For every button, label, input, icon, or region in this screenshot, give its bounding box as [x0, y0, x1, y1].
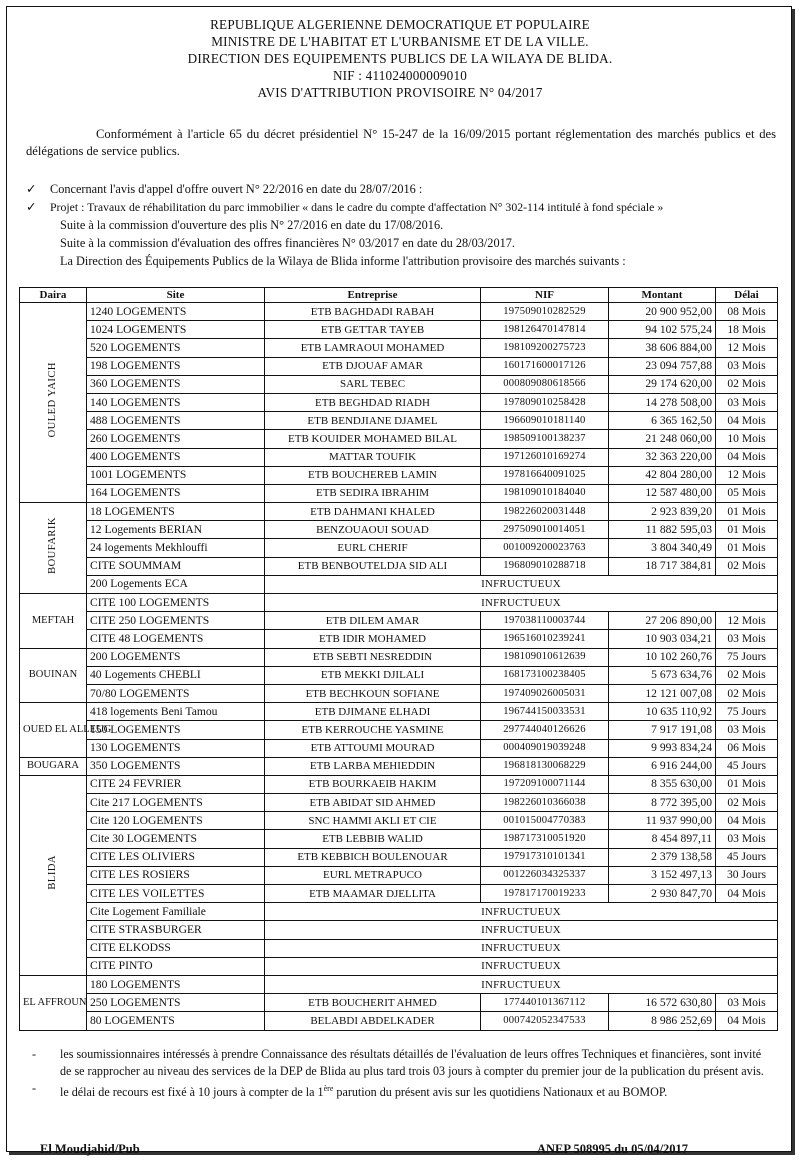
- document-header: [0, 16, 800, 101]
- table-row: [20, 412, 778, 430]
- table-row: [20, 321, 778, 339]
- site-cell: CITE 250 LOGEMENTS: [87, 612, 265, 630]
- daira-label: OUED EL ALLEUG: [23, 723, 112, 735]
- entreprise-cell: ETB DJOUAF AMAR: [265, 357, 481, 375]
- delai-cell: 03 Mois: [716, 393, 778, 411]
- nif-cell: 000809080618566: [481, 375, 609, 393]
- table-row: [20, 557, 778, 575]
- entreprise-cell: ETB KEBBICH BOULENOUAR: [265, 848, 481, 866]
- entreprise-cell: ETB ATTOUMI MOURAD: [265, 739, 481, 757]
- daira-cell: [20, 775, 87, 975]
- site-cell: 80 LOGEMENTS: [87, 1012, 265, 1030]
- montant-cell: 8 355 630,00: [609, 775, 716, 793]
- table-row: [20, 466, 778, 484]
- note-text-start: le délai de recours est fixé à 10 jours à compter de la 1: [60, 1085, 324, 1100]
- table-row: [20, 903, 778, 921]
- delai-cell: 08 Mois: [716, 303, 778, 321]
- entreprise-cell: MATTAR TOUFIK: [265, 448, 481, 466]
- table-row: [20, 521, 778, 539]
- daira-label: BOUGARA: [27, 760, 79, 772]
- site-cell: 250 LOGEMENTS: [87, 994, 265, 1012]
- daira-cell: [20, 503, 87, 594]
- site-cell: 130 LOGEMENTS: [87, 739, 265, 757]
- daira-cell: [20, 303, 87, 503]
- montant-cell: 11 937 990,00: [609, 812, 716, 830]
- entreprise-cell: ETB IDIR MOHAMED: [265, 630, 481, 648]
- nif-cell: 197817170019233: [481, 885, 609, 903]
- site-cell: CITE ELKODSS: [87, 939, 265, 957]
- delai-cell: 04 Mois: [716, 812, 778, 830]
- delai-cell: 01 Mois: [716, 539, 778, 557]
- site-cell: 180 LOGEMENTS: [87, 975, 265, 993]
- nif-cell: 196744150033531: [481, 703, 609, 721]
- table-row: [20, 994, 778, 1012]
- awards-table: [19, 287, 778, 1031]
- context-evaluation-commission: Suite à la commission d'évaluation des offres financières N° 03/2017 en date du 28/03/2017.: [60, 236, 515, 250]
- table-row: [20, 830, 778, 848]
- header-direction: DIRECTION DES EQUIPEMENTS PUBLICS DE LA WILAYA DE BLIDA.: [187, 51, 613, 66]
- montant-cell: 2 379 138,58: [609, 848, 716, 866]
- montant-cell: 32 363 220,00: [609, 448, 716, 466]
- entreprise-cell: SARL TEBEC: [265, 375, 481, 393]
- context-text: Concernant l'avis d'appel d'offre ouvert N° 22/2016 en date du 28/07/2016 :: [50, 182, 423, 196]
- table-row: [20, 303, 778, 321]
- montant-cell: 18 717 384,81: [609, 557, 716, 575]
- context-item-tender: [26, 180, 786, 198]
- table-row: [20, 430, 778, 448]
- site-cell: 520 LOGEMENTS: [87, 339, 265, 357]
- table-row: [20, 393, 778, 411]
- entreprise-cell: ETB KERROUCHE YASMINE: [265, 721, 481, 739]
- nif-cell: 197816640091025: [481, 466, 609, 484]
- nif-cell: 198126470147814: [481, 321, 609, 339]
- montant-cell: 21 248 060,00: [609, 430, 716, 448]
- nif-cell: 001009200023763: [481, 539, 609, 557]
- entreprise-cell: ETB LAMRAOUI MOHAMED: [265, 339, 481, 357]
- site-cell: 200 Logements ECA: [87, 575, 265, 593]
- delai-cell: 45 Jours: [716, 848, 778, 866]
- entreprise-cell: EURL CHERIF: [265, 539, 481, 557]
- montant-cell: 3 152 497,13: [609, 866, 716, 884]
- entreprise-cell: ETB BECHKOUN SOFIANE: [265, 684, 481, 702]
- table-row: [20, 612, 778, 630]
- header-ministry: MINISTRE DE L'HABITAT ET L'URBANISME ET DE LA VILLE.: [211, 34, 589, 49]
- site-cell: 24 logements Mekhlouffi: [87, 539, 265, 557]
- table-row: [20, 539, 778, 557]
- entreprise-cell: BELABDI ABDELKADER: [265, 1012, 481, 1030]
- table-row: [20, 375, 778, 393]
- nif-cell: 197809010258428: [481, 393, 609, 411]
- table-row: [20, 885, 778, 903]
- daira-label: BLIDA: [47, 855, 58, 890]
- delai-cell: 45 Jours: [716, 757, 778, 775]
- context-item-project: [26, 198, 786, 216]
- table-row: [20, 866, 778, 884]
- montant-cell: 23 094 757,88: [609, 357, 716, 375]
- site-cell: 400 LOGEMENTS: [87, 448, 265, 466]
- entreprise-cell: ETB BOURKAEIB HAKIM: [265, 775, 481, 793]
- table-row: [20, 848, 778, 866]
- site-cell: 198 LOGEMENTS: [87, 357, 265, 375]
- site-cell: 418 logements Beni Tamou: [87, 703, 265, 721]
- montant-cell: 5 673 634,76: [609, 666, 716, 684]
- notes-section: [32, 1046, 772, 1101]
- context-text: Projet : Travaux de réhabilitation du parc immobilier « dans le cadre du compte d'affectation N° 302-114 intitulé à fond spéciale »: [50, 200, 664, 214]
- montant-cell: 8 986 252,69: [609, 1012, 716, 1030]
- delai-cell: 02 Mois: [716, 557, 778, 575]
- site-cell: CITE 48 LOGEMENTS: [87, 630, 265, 648]
- site-cell: 70/80 LOGEMENTS: [87, 684, 265, 702]
- daira-label: BOUFARIK: [47, 516, 58, 574]
- entreprise-cell: ETB SEBTI NESREDDIN: [265, 648, 481, 666]
- delai-cell: 02 Mois: [716, 375, 778, 393]
- table-row: [20, 757, 778, 775]
- montant-cell: 10 635 110,92: [609, 703, 716, 721]
- entreprise-cell: ETB DAHMANI KHALED: [265, 503, 481, 521]
- entreprise-cell: ETB GETTAR TAYEB: [265, 321, 481, 339]
- footer-anep-reference: ANEP 508995 du 05/04/2017: [537, 1142, 689, 1156]
- entreprise-cell: ETB MEKKI DJILALI: [265, 666, 481, 684]
- montant-cell: 20 900 952,00: [609, 303, 716, 321]
- table-row: [20, 484, 778, 502]
- table-row: [20, 775, 778, 793]
- daira-label: EL AFFROUN: [23, 996, 87, 1008]
- nif-cell: 197209100071144: [481, 775, 609, 793]
- delai-cell: 12 Mois: [716, 466, 778, 484]
- site-cell: Cite Logement Familiale: [87, 903, 265, 921]
- note-appeal-delay: [32, 1080, 772, 1101]
- site-cell: 1024 LOGEMENTS: [87, 321, 265, 339]
- nif-cell: 297744040126626: [481, 721, 609, 739]
- daira-cell: [20, 594, 87, 649]
- nif-cell: 198509100138237: [481, 430, 609, 448]
- montant-cell: 29 174 620,00: [609, 375, 716, 393]
- nif-cell: 197409026005031: [481, 684, 609, 702]
- daira-cell: [20, 757, 87, 775]
- entreprise-cell: ETB BAGHDADI RABAH: [265, 303, 481, 321]
- nif-cell: 177440101367112: [481, 994, 609, 1012]
- table-row: [20, 921, 778, 939]
- table-row: [20, 684, 778, 702]
- montant-cell: 14 278 508,00: [609, 393, 716, 411]
- column-header-montant: Montant: [609, 288, 716, 303]
- site-cell: 140 LOGEMENTS: [87, 393, 265, 411]
- daira-label: MEFTAH: [31, 614, 75, 626]
- delai-cell: 75 Jours: [716, 703, 778, 721]
- entreprise-cell: SNC HAMMI AKLI ET CIE: [265, 812, 481, 830]
- note-superscript: ère: [323, 1084, 334, 1093]
- nif-cell: 000409019039248: [481, 739, 609, 757]
- nif-cell: 168173100238405: [481, 666, 609, 684]
- montant-cell: 2 930 847,70: [609, 885, 716, 903]
- delai-cell: 04 Mois: [716, 1012, 778, 1030]
- column-header-entreprise: Entreprise: [265, 288, 481, 303]
- site-cell: 18 LOGEMENTS: [87, 503, 265, 521]
- table-row: [20, 1012, 778, 1030]
- nif-cell: 196516010239241: [481, 630, 609, 648]
- daira-label: OULED YAICH: [47, 361, 58, 438]
- nif-cell: 001226034325337: [481, 866, 609, 884]
- entreprise-cell: ETB KOUIDER MOHAMED BILAL: [265, 430, 481, 448]
- nif-cell: 197509010282529: [481, 303, 609, 321]
- delai-cell: 03 Mois: [716, 630, 778, 648]
- daira-cell: [20, 975, 87, 1030]
- site-cell: 150 LOGEMENTS: [87, 721, 265, 739]
- entreprise-cell: ETB BENBOUTELDJA SID ALI: [265, 557, 481, 575]
- delai-cell: 03 Mois: [716, 721, 778, 739]
- daira-label: BOUINAN: [28, 669, 78, 681]
- entreprise-cell: ETB BOUCHEREB LAMIN: [265, 466, 481, 484]
- delai-cell: 01 Mois: [716, 503, 778, 521]
- delai-cell: 12 Mois: [716, 612, 778, 630]
- column-header-daira: Daira: [20, 288, 87, 303]
- table-row: [20, 957, 778, 975]
- site-cell: CITE LES ROSIERS: [87, 866, 265, 884]
- site-cell: 164 LOGEMENTS: [87, 484, 265, 502]
- site-cell: CITE SOUMMAM: [87, 557, 265, 575]
- table-row: [20, 794, 778, 812]
- column-header-site: Site: [87, 288, 265, 303]
- montant-cell: 2 923 839,20: [609, 503, 716, 521]
- delai-cell: 06 Mois: [716, 739, 778, 757]
- column-header-delai: Délai: [716, 288, 778, 303]
- header-nif: NIF : 411024000009010: [332, 68, 468, 83]
- delai-cell: 03 Mois: [716, 830, 778, 848]
- delai-cell: 10 Mois: [716, 430, 778, 448]
- entreprise-cell: ETB ABIDAT SID AHMED: [265, 794, 481, 812]
- montant-cell: 9 993 834,24: [609, 739, 716, 757]
- table-row: [20, 575, 778, 593]
- infructueux-cell: INFRUCTUEUX: [265, 921, 778, 939]
- site-cell: 12 Logements BERIAN: [87, 521, 265, 539]
- daira-cell: [20, 648, 87, 703]
- site-cell: 200 LOGEMENTS: [87, 648, 265, 666]
- nif-cell: 160171600017126: [481, 357, 609, 375]
- montant-cell: 8 454 897,11: [609, 830, 716, 848]
- awards-table-body: [20, 303, 778, 1031]
- montant-cell: 27 206 890,00: [609, 612, 716, 630]
- montant-cell: 10 102 260,76: [609, 648, 716, 666]
- nif-cell: 001015004770383: [481, 812, 609, 830]
- nif-cell: 198226010366038: [481, 794, 609, 812]
- table-row: [20, 812, 778, 830]
- montant-cell: 12 121 007,08: [609, 684, 716, 702]
- table-row: [20, 939, 778, 957]
- montant-cell: 6 365 162,50: [609, 412, 716, 430]
- entreprise-cell: ETB SEDIRA IBRAHIM: [265, 484, 481, 502]
- delai-cell: 02 Mois: [716, 684, 778, 702]
- daira-cell: [20, 703, 112, 758]
- delai-cell: 02 Mois: [716, 666, 778, 684]
- nif-cell: 297509010014051: [481, 521, 609, 539]
- entreprise-cell: ETB BENDJIANE DJAMEL: [265, 412, 481, 430]
- montant-cell: 8 772 395,00: [609, 794, 716, 812]
- entreprise-cell: ETB DJIMANE ELHADI: [265, 703, 481, 721]
- entreprise-cell: ETB LEBBIB WALID: [265, 830, 481, 848]
- infructueux-cell: INFRUCTUEUX: [265, 575, 778, 593]
- header-republic: REPUBLIQUE ALGERIENNE DEMOCRATIQUE ET POPULAIRE: [210, 17, 590, 32]
- column-header-nif: NIF: [481, 288, 609, 303]
- nif-cell: 198226020031448: [481, 503, 609, 521]
- site-cell: Cite 120 LOGEMENTS: [87, 812, 265, 830]
- table-row: [20, 503, 778, 521]
- delai-cell: 01 Mois: [716, 775, 778, 793]
- table-row: [20, 339, 778, 357]
- montant-cell: 94 102 575,24: [609, 321, 716, 339]
- nif-cell: 196818130068229: [481, 757, 609, 775]
- site-cell: CITE 100 LOGEMENTS: [87, 594, 265, 612]
- note-text: les soumissionnaires intéressés à prendre Connaissance des résultats détaillés de l'évaluation de leurs offres Techniques et financières, sont invité de se rapprocher au niveau des services de la DEP de Blida au plus tard trois 03 jours à compter du premier jour de la publication du présent avis.: [60, 1047, 764, 1078]
- delai-cell: 30 Jours: [716, 866, 778, 884]
- nif-cell: 000742052347533: [481, 1012, 609, 1030]
- infructueux-cell: INFRUCTUEUX: [265, 594, 778, 612]
- site-cell: CITE PINTO: [87, 957, 265, 975]
- entreprise-cell: ETB DILEM AMAR: [265, 612, 481, 630]
- delai-cell: 04 Mois: [716, 412, 778, 430]
- nif-cell: 198717310051920: [481, 830, 609, 848]
- site-cell: 1001 LOGEMENTS: [87, 466, 265, 484]
- delai-cell: 12 Mois: [716, 339, 778, 357]
- footer-publication: El Moudjahid/Pub: [40, 1142, 140, 1156]
- delai-cell: 05 Mois: [716, 484, 778, 502]
- infructueux-cell: INFRUCTUEUX: [265, 975, 778, 993]
- context-list: [26, 180, 786, 270]
- site-cell: CITE 24 FEVRIER: [87, 775, 265, 793]
- delai-cell: 02 Mois: [716, 794, 778, 812]
- context-announcement: La Direction des Équipements Publics de la Wilaya de Blida informe l'attribution provisoire des marchés suivants :: [60, 254, 626, 268]
- nif-cell: 198109010612639: [481, 648, 609, 666]
- site-cell: 1240 LOGEMENTS: [87, 303, 265, 321]
- entreprise-cell: BENZOUAOUI SOUAD: [265, 521, 481, 539]
- checkmark-icon: ✓: [26, 200, 37, 214]
- dash-marker: -: [32, 1047, 37, 1061]
- montant-cell: 16 572 630,80: [609, 994, 716, 1012]
- infructueux-cell: INFRUCTUEUX: [265, 957, 778, 975]
- delai-cell: 04 Mois: [716, 885, 778, 903]
- table-row: [20, 648, 778, 666]
- site-cell: 40 Logements CHEBLI: [87, 666, 265, 684]
- montant-cell: 3 804 340,49: [609, 539, 716, 557]
- delai-cell: 04 Mois: [716, 448, 778, 466]
- site-cell: 360 LOGEMENTS: [87, 375, 265, 393]
- table-row: [20, 630, 778, 648]
- checkmark-icon: ✓: [26, 182, 37, 196]
- site-cell: 488 LOGEMENTS: [87, 412, 265, 430]
- entreprise-cell: ETB BEGHDAD RIADH: [265, 393, 481, 411]
- table-row: [20, 666, 778, 684]
- montant-cell: 10 903 034,21: [609, 630, 716, 648]
- table-row: [20, 594, 778, 612]
- montant-cell: 38 606 884,00: [609, 339, 716, 357]
- table-row: [20, 739, 778, 757]
- context-opening-commission: Suite à la commission d'ouverture des plis N° 27/2016 en date du 17/08/2016.: [60, 218, 444, 232]
- nif-cell: 197126010169274: [481, 448, 609, 466]
- nif-cell: 198109200275723: [481, 339, 609, 357]
- nif-cell: 196809010288718: [481, 557, 609, 575]
- delai-cell: 18 Mois: [716, 321, 778, 339]
- intro-paragraph: Conformément à l'article 65 du décret présidentiel N° 15-247 de la 16/09/2015 portant réglementation des marchés publics et des délégations de service publics.: [26, 127, 776, 158]
- note-consultation: [32, 1046, 772, 1080]
- site-cell: Cite 30 LOGEMENTS: [87, 830, 265, 848]
- nif-cell: 197917310101341: [481, 848, 609, 866]
- montant-cell: 11 882 595,03: [609, 521, 716, 539]
- site-cell: 350 LOGEMENTS: [87, 757, 265, 775]
- table-row: [20, 721, 778, 739]
- nif-cell: 197038110003744: [481, 612, 609, 630]
- table-header-row: [20, 288, 778, 303]
- infructueux-cell: INFRUCTUEUX: [265, 939, 778, 957]
- notice-title: AVIS D'ATTRIBUTION PROVISOIRE N° 04/2017: [257, 85, 543, 100]
- montant-cell: 12 587 480,00: [609, 484, 716, 502]
- entreprise-cell: ETB BOUCHERIT AHMED: [265, 994, 481, 1012]
- site-cell: CITE LES OLIVIERS: [87, 848, 265, 866]
- site-cell: 260 LOGEMENTS: [87, 430, 265, 448]
- delai-cell: 03 Mois: [716, 994, 778, 1012]
- entreprise-cell: EURL METRAPUCO: [265, 866, 481, 884]
- site-cell: CITE LES VOILETTES: [87, 885, 265, 903]
- table-row: [20, 975, 778, 993]
- note-text-end: parution du présent avis sur les quotidiens Nationaux et au BOMOP.: [333, 1085, 668, 1100]
- nif-cell: 198109010184040: [481, 484, 609, 502]
- infructueux-cell: INFRUCTUEUX: [265, 903, 778, 921]
- montant-cell: 42 804 280,00: [609, 466, 716, 484]
- delai-cell: 03 Mois: [716, 357, 778, 375]
- entreprise-cell: ETB LARBA MEHIEDDIN: [265, 757, 481, 775]
- nif-cell: 196609010181140: [481, 412, 609, 430]
- montant-cell: 7 917 191,08: [609, 721, 716, 739]
- table-row: [20, 448, 778, 466]
- site-cell: Cite 217 LOGEMENTS: [87, 794, 265, 812]
- site-cell: CITE STRASBURGER: [87, 921, 265, 939]
- delai-cell: 75 Jours: [716, 648, 778, 666]
- table-row: [20, 357, 778, 375]
- delai-cell: 01 Mois: [716, 521, 778, 539]
- table-row: [20, 703, 778, 721]
- entreprise-cell: ETB MAAMAR DJELLITA: [265, 885, 481, 903]
- montant-cell: 6 916 244,00: [609, 757, 716, 775]
- dash-marker: -: [32, 1081, 37, 1095]
